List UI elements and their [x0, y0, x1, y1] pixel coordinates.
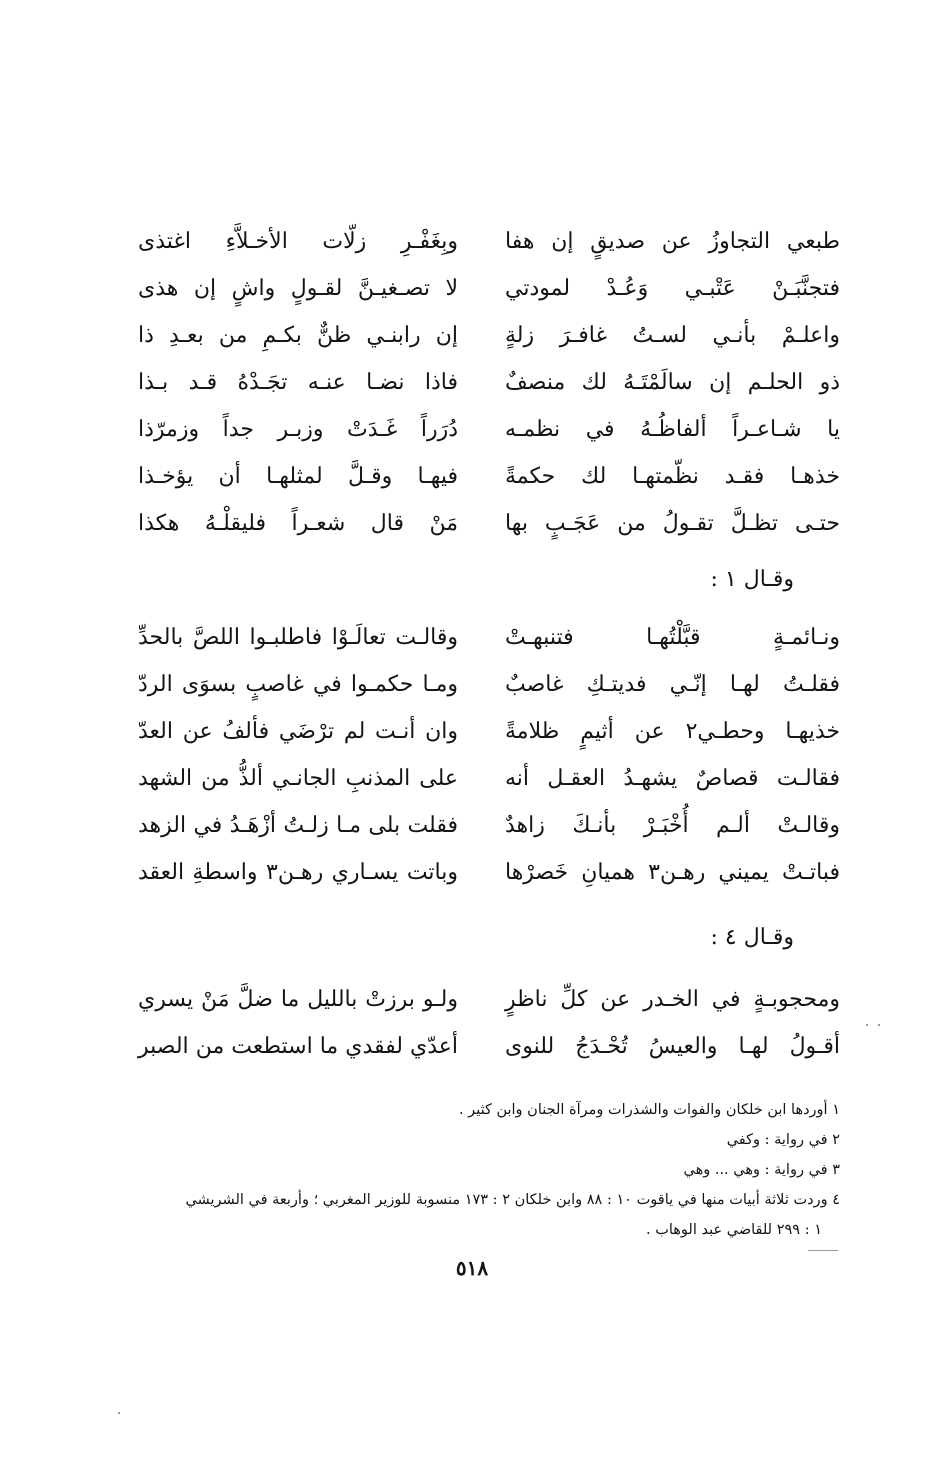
footnote-rule [808, 1250, 838, 1251]
second-hemistich: فقلت بلى مـا زلـتُ أزْهَـدُ في الزهد [138, 813, 458, 838]
first-hemistich: واعلـمْ بأنـي لسـتُ غافـرَ زلةٍ [505, 323, 840, 348]
second-hemistich: وباتت يسـاري رهـن٣ واسطةِ العقد [138, 860, 459, 885]
first-hemistich: خذهـا فقـد نظّمتهـا لك حكمةً [505, 464, 840, 489]
verse-line [120, 500, 840, 547]
first-hemistich: أقـولُ لهـا والعيسُ تُحْـدَجُ للنوى [505, 1034, 840, 1059]
verse-line [120, 802, 840, 849]
first-hemistich: فقالـت قصاصٌ يشهـدُ العقـل أنه [505, 766, 840, 791]
second-hemistich: مَنْ قال شعـراً فليقلْـهُ هكذا [138, 511, 458, 536]
verse-line [120, 849, 840, 896]
poem-section-1 [120, 218, 840, 547]
second-hemistich: فاذا نضـا عنـه تجَـدْهُ قـد بـذا [138, 370, 458, 395]
footnote: ٣ في رواية : وهي ... وهي [683, 1162, 840, 1178]
second-hemistich: لا تصـغيـنَّ لقـولٍ واشٍ إن هذى [138, 276, 458, 301]
first-hemistich: طبعي التجاوزُ عن صديقٍ إن هفا [505, 229, 840, 254]
first-hemistich: ومحجوبـةٍ في الخـدر عن كلِّ ناظرٍ [505, 987, 840, 1012]
scan-speck [866, 1024, 868, 1026]
footnotes [130, 1095, 840, 1245]
first-hemistich: فقلـتُ لهـا إنّـي فديتـكِ غاصبٌ [505, 672, 840, 697]
first-hemistich: فتجنَّبَـنْ عَتْبـي وَعُـدْ لمودتي [505, 276, 840, 301]
verse-line [120, 661, 840, 708]
second-hemistich: فيهـا وقـلَّ لمثلهـا أن يؤخـذا [138, 464, 458, 489]
verse-line [120, 359, 840, 406]
first-hemistich: ذو الحلـم إن سالَمْتَـهُ لك منصفٌ [505, 370, 840, 395]
first-hemistich: وقالـتْ ألـم أُخْبَـرْ بأنـكَ زاهدٌ [505, 813, 840, 838]
second-hemistich: وان أنـت لم ترْضَي فألفُ عن العدّ [138, 719, 458, 744]
verse-line [120, 614, 840, 661]
first-hemistich: فباتـتْ يميني رهـن٣ هميانِ خَصرْها [505, 860, 840, 885]
footnote: ١ أوردها ابن خلكان والفوات والشذرات ومرآة الجنان وابن كثير . [458, 1102, 840, 1118]
scan-speck [118, 1412, 120, 1414]
poem-intro-3: وقـال ٤ : [710, 925, 794, 950]
verse-line [120, 312, 840, 359]
page-number: ٥١٨ [455, 1256, 489, 1280]
verse-line [120, 453, 840, 500]
footnote: ٢ في رواية : وكفي [726, 1132, 840, 1148]
footnote: ٤ وردت ثلاثة أبيات منها في ياقوت ١٠ : ٨٨ وابن خلكان ٢ : ١٧٣ منسوبة للوزير المغربي ؛ وأربعة في الشريشي [185, 1192, 840, 1208]
verse-line [120, 976, 840, 1023]
poem-intro-2: وقـال ١ : [710, 567, 794, 592]
scan-speck [878, 1024, 880, 1026]
poem-section-3 [120, 976, 840, 1070]
verse-line [120, 755, 840, 802]
verse-line [120, 265, 840, 312]
second-hemistich: ومـا حكمـوا في غاصبٍ بسوَى الردّ [138, 672, 458, 697]
poem-section-2 [120, 614, 840, 896]
first-hemistich: يا شـاعـراً ألفاظُـهُ في نظمـه [505, 417, 840, 442]
verse-line [120, 708, 840, 755]
first-hemistich: ونـائمـةٍ قبَّلْتُهـا فتنبهـتْ [505, 625, 840, 650]
footnote-continuation: ١ : ٢٩٩ للقاضي عبد الوهاب . [646, 1222, 822, 1238]
second-hemistich: إن رابنـي ظنٌّ بكـمِ من بعـدِ ذا [138, 323, 458, 348]
second-hemistich: ولـو برزتْ بالليل ما ضلَّ مَنْ يسري [138, 987, 458, 1012]
second-hemistich: دُرَراً غَـدَتْ وزبـر جداً وزمرّذا [138, 417, 458, 442]
second-hemistich: وقالـت تعالَـوْا فاطلبـوا اللصَّ بالحدِّ [138, 625, 458, 650]
verse-line [120, 406, 840, 453]
first-hemistich: خذيهـا وحطـي٢ عن أثيمٍ ظلامةً [505, 719, 840, 744]
first-hemistich: حتـى تظـلَّ تقـولُ من عَجَـبٍ بها [505, 511, 840, 536]
second-hemistich: وبِغَفْـرِ زلّات الأخـلاَّءِ اغتذى [138, 229, 458, 254]
verse-line [120, 1023, 840, 1070]
verse-line [120, 218, 840, 265]
second-hemistich: أعدّي لفقدي ما استطعت من الصبر [138, 1034, 458, 1059]
second-hemistich: على المذنبِ الجانـي ألذُّ من الشهد [138, 766, 458, 791]
